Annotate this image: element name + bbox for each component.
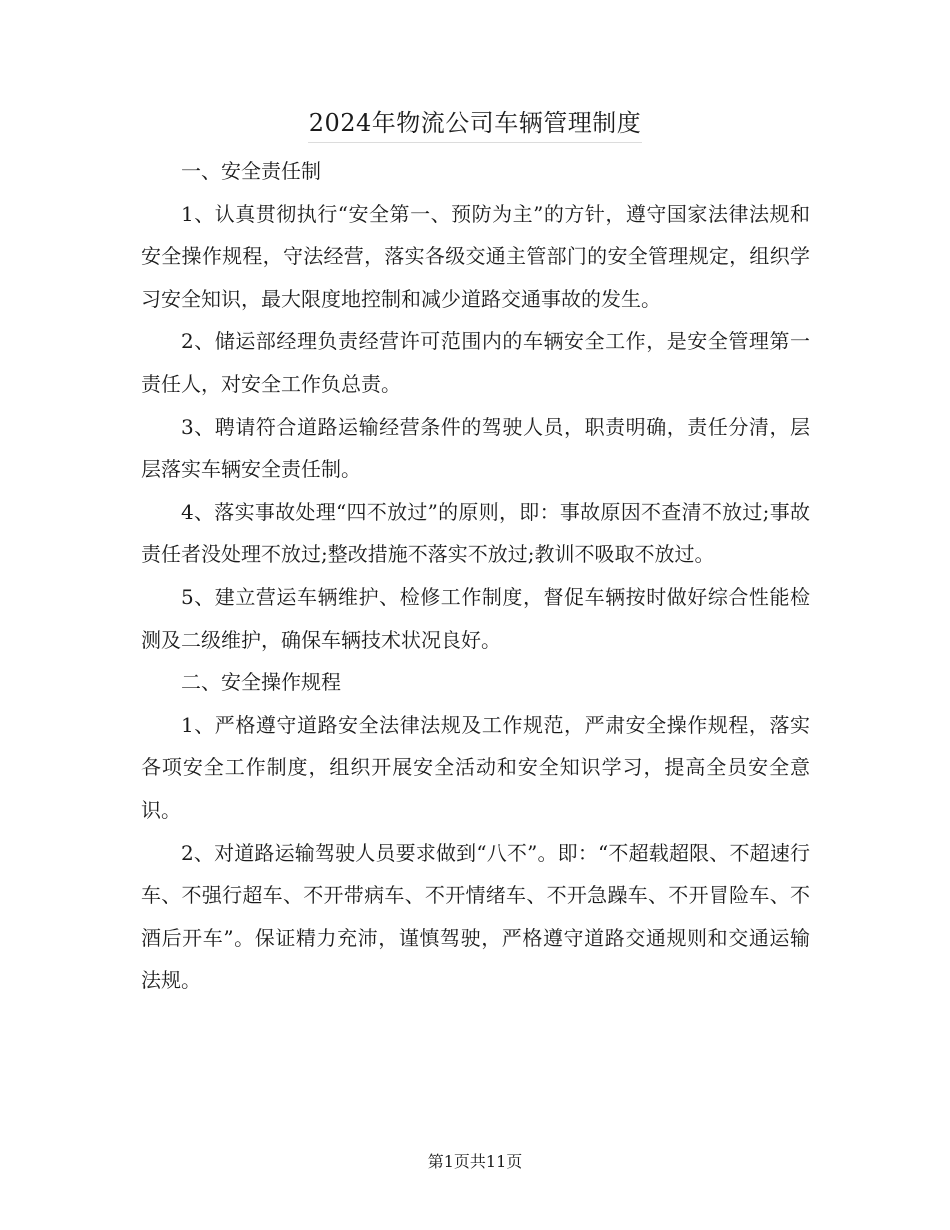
- section-heading-safety-operation: 二、安全操作规程: [181, 670, 341, 695]
- document-title: 2024年物流公司车辆管理制度: [308, 109, 642, 137]
- paragraph: 2、储运部经理负责经营许可范围内的车辆安全工作，是安全管理第一责任人，对安全工作负总责。: [141, 329, 810, 396]
- paragraph: 4、落实事故处理“四不放过”的原则，即：事故原因不查清不放过;事故责任者没处理不放过;整改措施不落实不放过;教训不吸取不放过。: [141, 499, 810, 567]
- paragraph: 1、认真贯彻执行“安全第一、预防为主”的方针，遵守国家法律法规和安全操作规程，守法经营，落实各级交通主管部门的安全管理规定，组织学习安全知识，最大限度地控制和减少道路交通事故的发生。: [141, 201, 810, 311]
- paragraph: 2、对道路运输驾驶人员要求做到“八不”。即：“不超载超限、不超速行车、不强行超车、不开带病车、不开情绪车、不开急躁车、不开冒险车、不酒后开车”。保证精力充沛，谨慎驾驶，严格遵守道路交通规则和交通运输法规。: [141, 840, 810, 993]
- document-body: [141, 150, 810, 1002]
- paragraph: 5、建立营运车辆维护、检修工作制度，督促车辆按时做好综合性能检测及二级维护，确保车辆技术状况良好。: [141, 584, 810, 652]
- title-underline: [308, 142, 642, 143]
- section-heading-safety-responsibility: 一、安全责任制: [181, 159, 321, 183]
- paragraph: 1、严格遵守道路安全法律法规及工作规范，严肃安全操作规程，落实各项安全工作制度，组织开展安全活动和安全知识学习，提高全员安全意识。: [141, 712, 810, 822]
- page-number: 第1页共11页: [427, 1152, 523, 1171]
- paragraph: 3、聘请符合道路运输经营条件的驾驶人员，职责明确，责任分清，层层落实车辆安全责任制。: [141, 414, 810, 482]
